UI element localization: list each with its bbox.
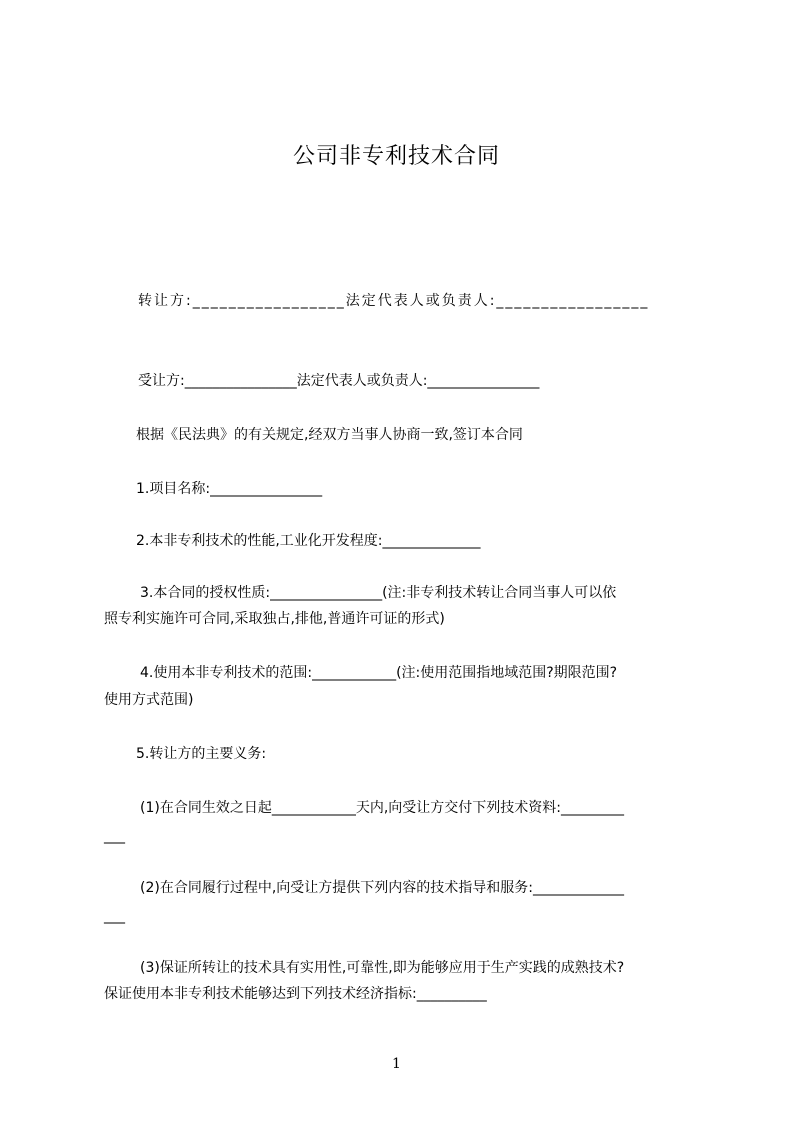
item-5-2-line-1: (2)在合同履行过程中,向受让方提供下列内容的技术指导和服务:_____________ bbox=[140, 880, 624, 896]
item-5-heading: 5.转让方的主要义务: bbox=[136, 746, 267, 762]
transferee-line: 受让方:________________法定代表人或负责人:________________ bbox=[138, 373, 540, 389]
item-5-2-line-2: ___ bbox=[104, 908, 125, 924]
item-1-project-name: 1.项目名称:________________ bbox=[136, 481, 323, 497]
item-5-1-line-1: (1)在合同生效之日起____________天内,向受让方交付下列技术资料:_________ bbox=[140, 800, 624, 816]
item-4-line-1: 4.使用本非专利技术的范围:____________(注:使用范围指地域范围?期限范围? bbox=[140, 665, 618, 681]
item-5-3-line-1: (3)保证所转让的技术具有实用性,可靠性,即为能够应用于生产实践的成熟技术? bbox=[140, 960, 625, 976]
document-title: 公司非专利技术合同 bbox=[292, 144, 500, 169]
item-5-1-line-2: ___ bbox=[104, 828, 125, 844]
item-3-line-2: 照专利实施许可合同,采取独占,排他,普通许可证的形式) bbox=[104, 611, 445, 627]
transferor-line: 转让方:_________________法定代表人或负责人:_________________ bbox=[138, 293, 650, 309]
item-3-line-1: 3.本合同的授权性质:________________(注:非专利技术转让合同当事人可以依 bbox=[140, 585, 617, 601]
item-4-line-2: 使用方式范围) bbox=[104, 692, 194, 708]
item-2-performance: 2.本非专利技术的性能,工业化开发程度:______________ bbox=[136, 533, 481, 549]
page-number: 1 bbox=[392, 1056, 401, 1072]
item-5-3-line-2: 保证使用本非专利技术能够达到下列技术经济指标:__________ bbox=[104, 986, 487, 1002]
preamble-paragraph: 根据《民法典》的有关规定,经双方当事人协商一致,签订本合同 bbox=[136, 427, 523, 443]
